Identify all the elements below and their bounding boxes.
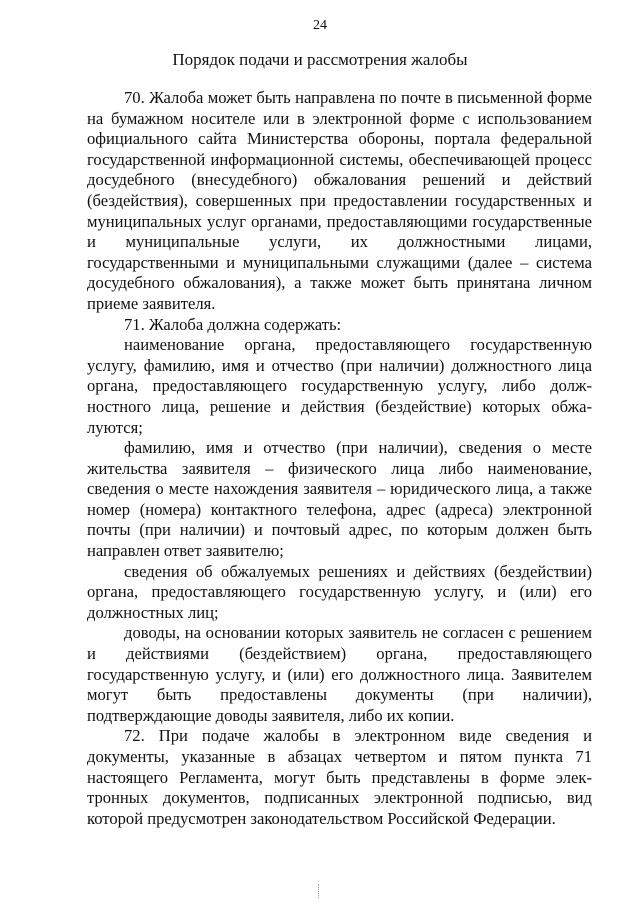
page-number: 24 [313,18,327,33]
paragraph-70: 70. Жалоба может быть направлена по почте в письменной форме на бумажном носителе или в электронной форме с использованием официального сайта Министерства обороны, портала федеральной государственной информационной системы, обеспечивающей процесс досудебного (внесудебного) обжалования решений и действий (бездействия), совершенных при предоставлении государственных и муниципальных услуг органами, предоставляющими государственные и муниципальные услуги, их должностными лицами, государственными и муниципальными служащими (далее – система досудебного обжалования), а также может быть принятана личном приеме заявителя. [87,88,592,313]
document-body [87,88,592,829]
section-heading: Порядок подачи и рассмотрения жалобы [172,50,468,69]
paragraph-72: 72. При подаче жалобы в электронном виде сведения и документы, указанные в абзацах четвертом и пятом пункта 71 настоящего Регламента, могут быть представлены в форме электронных документов, подписанных электронной подписью, вид которой предусмотрен законодательством Российской Федерации. [87,726,592,828]
scan-artifact [318,884,329,898]
paragraph-71-applicant-info: фамилию, имя и отчество (при наличии), сведения о месте жительства заявителя – физического лица либо наименование, сведения о месте нахождения заявителя – юридического лица, а также номер (номера) контактного телефона, адрес (адреса) электронной почты (при наличии) и почтовый адрес, по которым должен быть направлен ответ заявителю; [87,438,592,561]
paragraph-71-appealed-decisions: сведения об обжалуемых решениях и действиях (бездействии) органа, предоставляющего государственную услугу, и (или) его должностных лиц; [87,561,592,622]
paragraph-71-organ-name: наименование органа, предоставляющего государственную услугу, фамилию, имя и отчество (при наличии) должностного лица органа, предоставляющего государственную услугу, либо должностного лица, решение и действия (бездействие) которых обжалуются; [87,335,592,437]
paragraph-71-arguments: доводы, на основании которых заявитель не согласен с решением и действиями (бездействием) органа, предоставляющего государственную услугу, и (или) его должностного лица. Заявителем могут быть предоставлены документы (при наличии), подтверждающие доводы заявителя, либо их копии. [87,623,592,725]
paragraph-71-intro: 71. Жалоба должна содержать: [124,314,342,334]
